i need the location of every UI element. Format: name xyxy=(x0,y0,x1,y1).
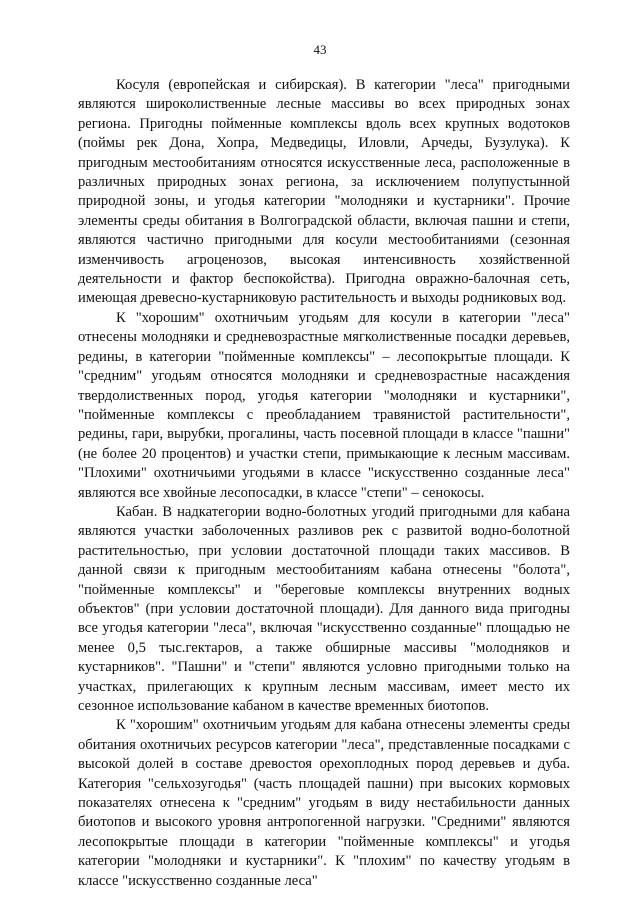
body-text xyxy=(78,76,570,891)
paragraph-roe-deer-suitability: Косуля (европейская и сибирская). В категории "леса" пригодными являются широколиственные лесные массивы во всех природных зонах региона. Пригодны пойменные комплексы вдоль всех крупных водотоков (поймы рек Дона, Хопра, Медведицы, Иловли, Арчеды, Бузулука). К пригодным местообитаниям относятся искусственные леса, расположенные в различных природных зонах региона, за исключением полупустынной природной зоны, и угодья категории "молодняки и кустарники". Прочие элементы среды обитания в Волгоградской области, включая пашни и степи, являются частично пригодными для косули местообитаниями (сезонная изменчивость агроценозов, высокая интенсивность хозяйственной деятельности и фактор беспокойства). Пригодна овражно-балочная сеть, имеющая древесно-кустарниковую растительность и выходы родниковых вод. xyxy=(78,77,570,307)
paragraph-wild-boar-suitability: Кабан. В надкатегории водно-болотных угодий пригодными для кабана являются участки заболоченных разливов рек с развитой водно-болотной растительностью, при условии достаточной площади таких массивов. В данной связи к пригодным местообитаниям кабана отнесены "болота", "пойменные комплексы" и "береговые комплексы внутренних водных объектов" (при условии достаточной площади). Для данного вида пригодны все угодья категории "леса", включая "искусственно созданные" площадью не менее 0,5 тыс.гектаров, а также обширные массивы "молодняков и кустарников". "Пашни" и "степи" являются условно пригодными только на участках, прилегающих к крупным лесным массивам, имеет место их сезонное использование кабаном в качестве временных биотопов. xyxy=(78,503,570,714)
paragraph-roe-deer-quality: К "хорошим" охотничьим угодьям для косули в категории "леса" отнесены молодняки и средневозрастные мягколиственные посадки деревьев, редины, в категории "пойменные комплексы" – лесопокрытые площади. К "средним" угодьям относятся молодняки и средневозрастные насаждения твердолиственных пород, угодья категории "молодняки и кустарники", "пойменные комплексы с преобладанием травянистой растительности", редины, гари, вырубки, прогалины, часть посевной площади в классе "пашни" (не более 20 процентов) и участки степи, примыкающие к лесным массивам. "Плохими" охотничьими угодьями в классе "искусственно созданные леса" являются все хвойные лесопосадки, в классе "степи" – сенокосы. xyxy=(78,309,570,501)
page-number: 43 xyxy=(313,42,327,57)
paragraph-wild-boar-quality: К "хорошим" охотничьим угодьям для кабана отнесены элементы среды обитания охотничьих ресурсов категории "леса", представленные посадками с высокой долей в составе древостоя орехоплодных пород деревьев и дуба. Категория "сельхозугодья" (часть площадей пашни) при высоких кормовых показателях отнесена к "средним" угодьям в виду нестабильности данных биотопов и высокого уровня антропогенной нагрузки. "Средними" являются лесопокрытые площади в категории "пойменные комплексы" и угодья категории "молодняки и кустарники". К "плохим" по качеству угодьям в классе "искусственно созданные леса" xyxy=(78,717,570,889)
